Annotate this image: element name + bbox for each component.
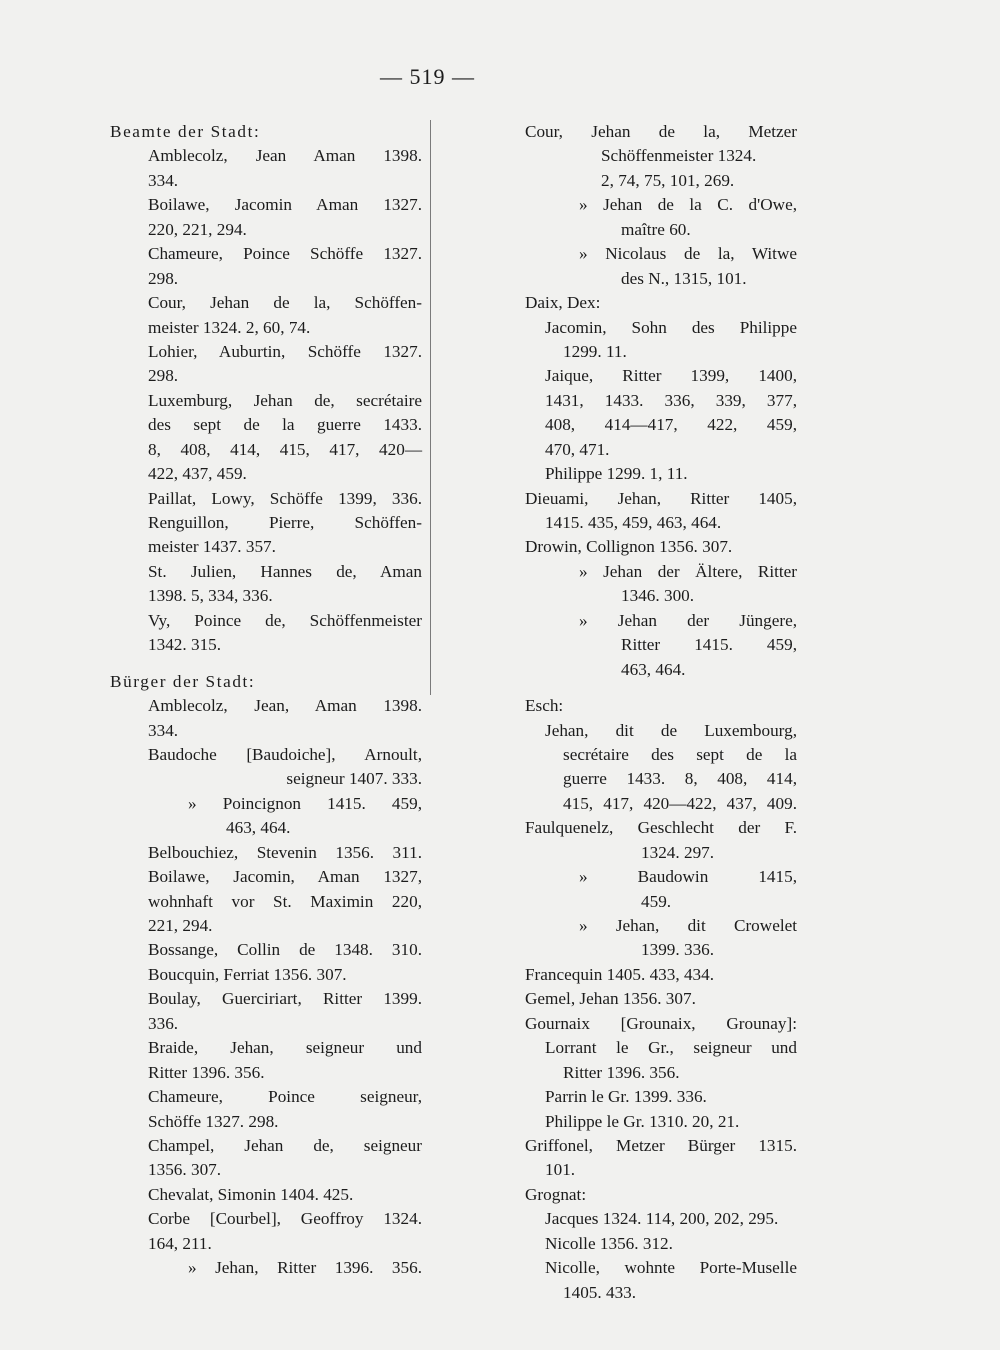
- index-entry: [525, 193, 797, 242]
- entry-line: Gournaix [Grounaix, Grounay]:: [525, 1013, 797, 1033]
- entry-line: maître 60.: [621, 219, 691, 239]
- index-entry: [525, 694, 797, 718]
- index-entry: [525, 1085, 797, 1109]
- entry-line: Boilawe, Jacomin, Aman 1327,: [148, 867, 422, 887]
- entry-line: 334.: [148, 170, 179, 190]
- entry-line: Bossange, Collin de 1348. 310.: [148, 940, 422, 960]
- entry-line: Belbouchiez, Stevenin 1356. 311.: [148, 842, 422, 862]
- entry-line: Champel, Jehan de, seigneur: [148, 1135, 422, 1155]
- entry-line: Jacques 1324. 114, 200, 202, 295.: [545, 1209, 779, 1229]
- entry-line: meister 1437. 357.: [148, 537, 276, 557]
- entry-line: 1431, 1433. 336, 339, 377,: [545, 390, 797, 410]
- entry-line: » Jehan, dit Crowelet: [579, 916, 797, 935]
- entry-line: 463, 464.: [226, 818, 291, 838]
- entry-line: 8, 408, 414, 415, 417, 420—: [148, 439, 422, 459]
- column-divider: [430, 120, 431, 695]
- entry-line: 221, 294.: [148, 916, 213, 935]
- page-number: — 519 —: [380, 64, 475, 89]
- entry-line: 298.: [148, 366, 179, 386]
- entry-line: 1299. 11.: [563, 341, 627, 361]
- entry-line: 1405. 433.: [563, 1282, 637, 1302]
- entry-line: Ritter 1396. 356.: [563, 1062, 680, 1082]
- entry-line: Cour, Jehan de la, Schöffen-: [148, 293, 422, 313]
- index-entry: [110, 841, 422, 865]
- entry-line: 1342. 315.: [148, 635, 222, 655]
- entry-line: » Jehan, Ritter 1396. 356.: [188, 1258, 422, 1278]
- entry-line: Dieuami, Jehan, Ritter 1405,: [525, 488, 797, 508]
- entry-line: Boilawe, Jacomin Aman 1327.: [148, 195, 422, 215]
- entry-line: Ritter 1415. 459,: [621, 635, 797, 655]
- index-entry: [525, 987, 797, 1011]
- entry-line: 1356. 307.: [148, 1160, 222, 1180]
- entry-line: » Poincignon 1415. 459,: [188, 793, 422, 813]
- section-heading-buerger: Bürger der Stadt:: [110, 671, 256, 691]
- index-entry: [525, 1012, 797, 1036]
- entry-line: St. Julien, Hannes de, Aman: [148, 561, 422, 581]
- index-entry: [110, 511, 422, 560]
- entry-line: » Baudowin 1415,: [579, 867, 797, 887]
- index-entry: [110, 1207, 422, 1256]
- entry-line: 415, 417, 420—422, 437, 409.: [563, 793, 797, 813]
- entry-line: Philippe 1299. 1, 11.: [545, 464, 688, 484]
- entry-line: Jaique, Ritter 1399, 1400,: [545, 366, 797, 386]
- entry-line: 408, 414—417, 422, 459,: [545, 415, 797, 435]
- index-entry: [525, 963, 797, 987]
- index-entry: [525, 1183, 797, 1207]
- index-entry: [525, 364, 797, 462]
- section-heading-beamte: Beamte der Stadt:: [110, 122, 261, 141]
- right-column: [525, 120, 797, 1305]
- section-gap: [110, 658, 422, 670]
- entry-line: 1346. 300.: [621, 586, 695, 606]
- index-entry: [525, 1134, 797, 1183]
- entry-line: » Jehan der Ältere, Ritter: [579, 561, 797, 581]
- index-entry: [525, 120, 797, 193]
- index-entry: [110, 144, 422, 193]
- entry-line: Amblecolz, Jean Aman 1398.: [148, 146, 422, 166]
- index-entry: [525, 609, 797, 682]
- index-entry: [110, 193, 422, 242]
- entry-line: 334.: [148, 720, 179, 740]
- entry-line: Faulquenelz, Geschlecht der F.: [525, 818, 797, 838]
- index-entry: [110, 792, 422, 841]
- index-entry: [110, 987, 422, 1036]
- entry-line: » Nicolaus de la, Witwe: [579, 244, 797, 264]
- entry-line: seigneur 1407. 333.: [286, 769, 422, 789]
- index-entry: [110, 1036, 422, 1085]
- entry-line: Parrin le Gr. 1399. 336.: [545, 1087, 707, 1107]
- left-column: [110, 120, 422, 1281]
- entry-line: 1399. 336.: [641, 940, 715, 960]
- index-entry: [525, 535, 797, 559]
- index-entry: [525, 316, 797, 365]
- index-entry: [110, 1256, 422, 1280]
- index-entry: [110, 242, 422, 291]
- entry-line: 470, 471.: [545, 439, 610, 459]
- index-entry: [525, 865, 797, 914]
- entry-line: Amblecolz, Jean, Aman 1398.: [148, 696, 422, 716]
- entry-line: secrétaire des sept de la: [563, 744, 797, 764]
- index-entry: [110, 1183, 422, 1207]
- index-entry: [110, 560, 422, 609]
- index-entry: [110, 1085, 422, 1134]
- entry-line: Drowin, Collignon 1356. 307.: [525, 537, 733, 557]
- index-entry: [525, 1256, 797, 1305]
- index-entry: [110, 340, 422, 389]
- index-entry: [525, 719, 797, 817]
- entry-line: Cour, Jehan de la, Metzer: [525, 122, 797, 141]
- entry-line: Luxemburg, Jehan de, secrétaire: [148, 390, 422, 410]
- entry-line: 164, 211.: [148, 1233, 212, 1253]
- entry-line: Esch:: [525, 696, 564, 716]
- entry-line: Griffonel, Metzer Bürger 1315.: [525, 1135, 797, 1155]
- entry-line: 336.: [148, 1013, 179, 1033]
- entry-line: 1398. 5, 334, 336.: [148, 586, 273, 606]
- entry-line: Schöffenmeister 1324.: [601, 146, 757, 166]
- entry-line: Schöffe 1327. 298.: [148, 1111, 279, 1131]
- index-entry: [525, 1232, 797, 1256]
- entry-line: Boulay, Guerciriart, Ritter 1399.: [148, 989, 422, 1009]
- entry-line: Braide, Jehan, seigneur und: [148, 1038, 422, 1058]
- index-entry: [110, 938, 422, 962]
- entry-line: Lohier, Auburtin, Schöffe 1327.: [148, 341, 422, 361]
- entry-line: 422, 437, 459.: [148, 464, 247, 484]
- index-entry: [110, 963, 422, 987]
- index-entry: [525, 816, 797, 865]
- entry-line: Ritter 1396. 356.: [148, 1062, 265, 1082]
- entry-line: Chameure, Poince seigneur,: [148, 1087, 422, 1107]
- entry-line: Nicolle 1356. 312.: [545, 1233, 673, 1253]
- index-entry: [110, 291, 422, 340]
- entry-line: wohnhaft vor St. Maximin 220,: [148, 891, 422, 911]
- index-entry: [110, 743, 422, 792]
- entry-line: » Jehan de la C. d'Owe,: [579, 195, 797, 215]
- section-gap: [525, 682, 797, 694]
- entry-line: 459.: [641, 891, 672, 911]
- entry-line: Boucquin, Ferriat 1356. 307.: [148, 964, 347, 984]
- entry-line: meister 1324. 2, 60, 74.: [148, 317, 311, 337]
- entry-line: Chameure, Poince Schöffe 1327.: [148, 244, 422, 264]
- index-entry: [525, 462, 797, 486]
- entry-line: Jehan, dit de Luxembourg,: [545, 720, 797, 740]
- entry-line: Nicolle, wohnte Porte-Muselle: [545, 1258, 797, 1278]
- entry-line: Chevalat, Simonin 1404. 425.: [148, 1184, 354, 1204]
- entry-line: Grognat:: [525, 1184, 587, 1204]
- index-entry: [525, 1207, 797, 1231]
- entry-line: Renguillon, Pierre, Schöffen-: [148, 513, 422, 532]
- index-entry: [110, 609, 422, 658]
- entry-line: Gemel, Jehan 1356. 307.: [525, 989, 696, 1009]
- entry-line: Philippe le Gr. 1310. 20, 21.: [545, 1111, 740, 1131]
- entry-line: 463, 464.: [621, 659, 686, 679]
- index-entry: [525, 242, 797, 291]
- entry-line: Paillat, Lowy, Schöffe 1399, 336.: [148, 488, 422, 508]
- entry-line: Francequin 1405. 433, 434.: [525, 964, 715, 984]
- index-entry: [110, 1134, 422, 1183]
- entry-line: » Jehan der Jüngere,: [579, 610, 797, 630]
- index-entry: [525, 560, 797, 609]
- entry-line: Vy, Poince de, Schöffenmeister: [148, 610, 422, 630]
- index-entry: [110, 865, 422, 938]
- entry-line: 2, 74, 75, 101, 269.: [601, 170, 735, 190]
- index-entry: [110, 389, 422, 487]
- entry-line: des sept de la guerre 1433.: [148, 415, 422, 435]
- index-entry: [525, 487, 797, 536]
- index-entry: [525, 1110, 797, 1134]
- entry-line: 220, 221, 294.: [148, 219, 247, 239]
- entry-line: guerre 1433. 8, 408, 414,: [563, 769, 797, 789]
- entry-line: Baudoche [Baudoiche], Arnoult,: [148, 744, 422, 764]
- entry-line: 298.: [148, 268, 179, 288]
- index-entry: [525, 291, 797, 315]
- entry-line: 101.: [545, 1160, 576, 1180]
- index-entry: [525, 1036, 797, 1085]
- entry-line: Daix, Dex:: [525, 293, 601, 313]
- index-entry: [110, 487, 422, 511]
- entry-line: des N., 1315, 101.: [621, 268, 747, 288]
- index-entry: [525, 914, 797, 963]
- entry-line: 1324. 297.: [641, 842, 715, 862]
- entry-line: Lorrant le Gr., seigneur und: [545, 1038, 797, 1058]
- index-entry: [110, 694, 422, 743]
- entry-line: Jacomin, Sohn des Philippe: [545, 317, 797, 337]
- entry-line: 1415. 435, 459, 463, 464.: [545, 513, 722, 532]
- entry-line: Corbe [Courbel], Geoffroy 1324.: [148, 1209, 422, 1229]
